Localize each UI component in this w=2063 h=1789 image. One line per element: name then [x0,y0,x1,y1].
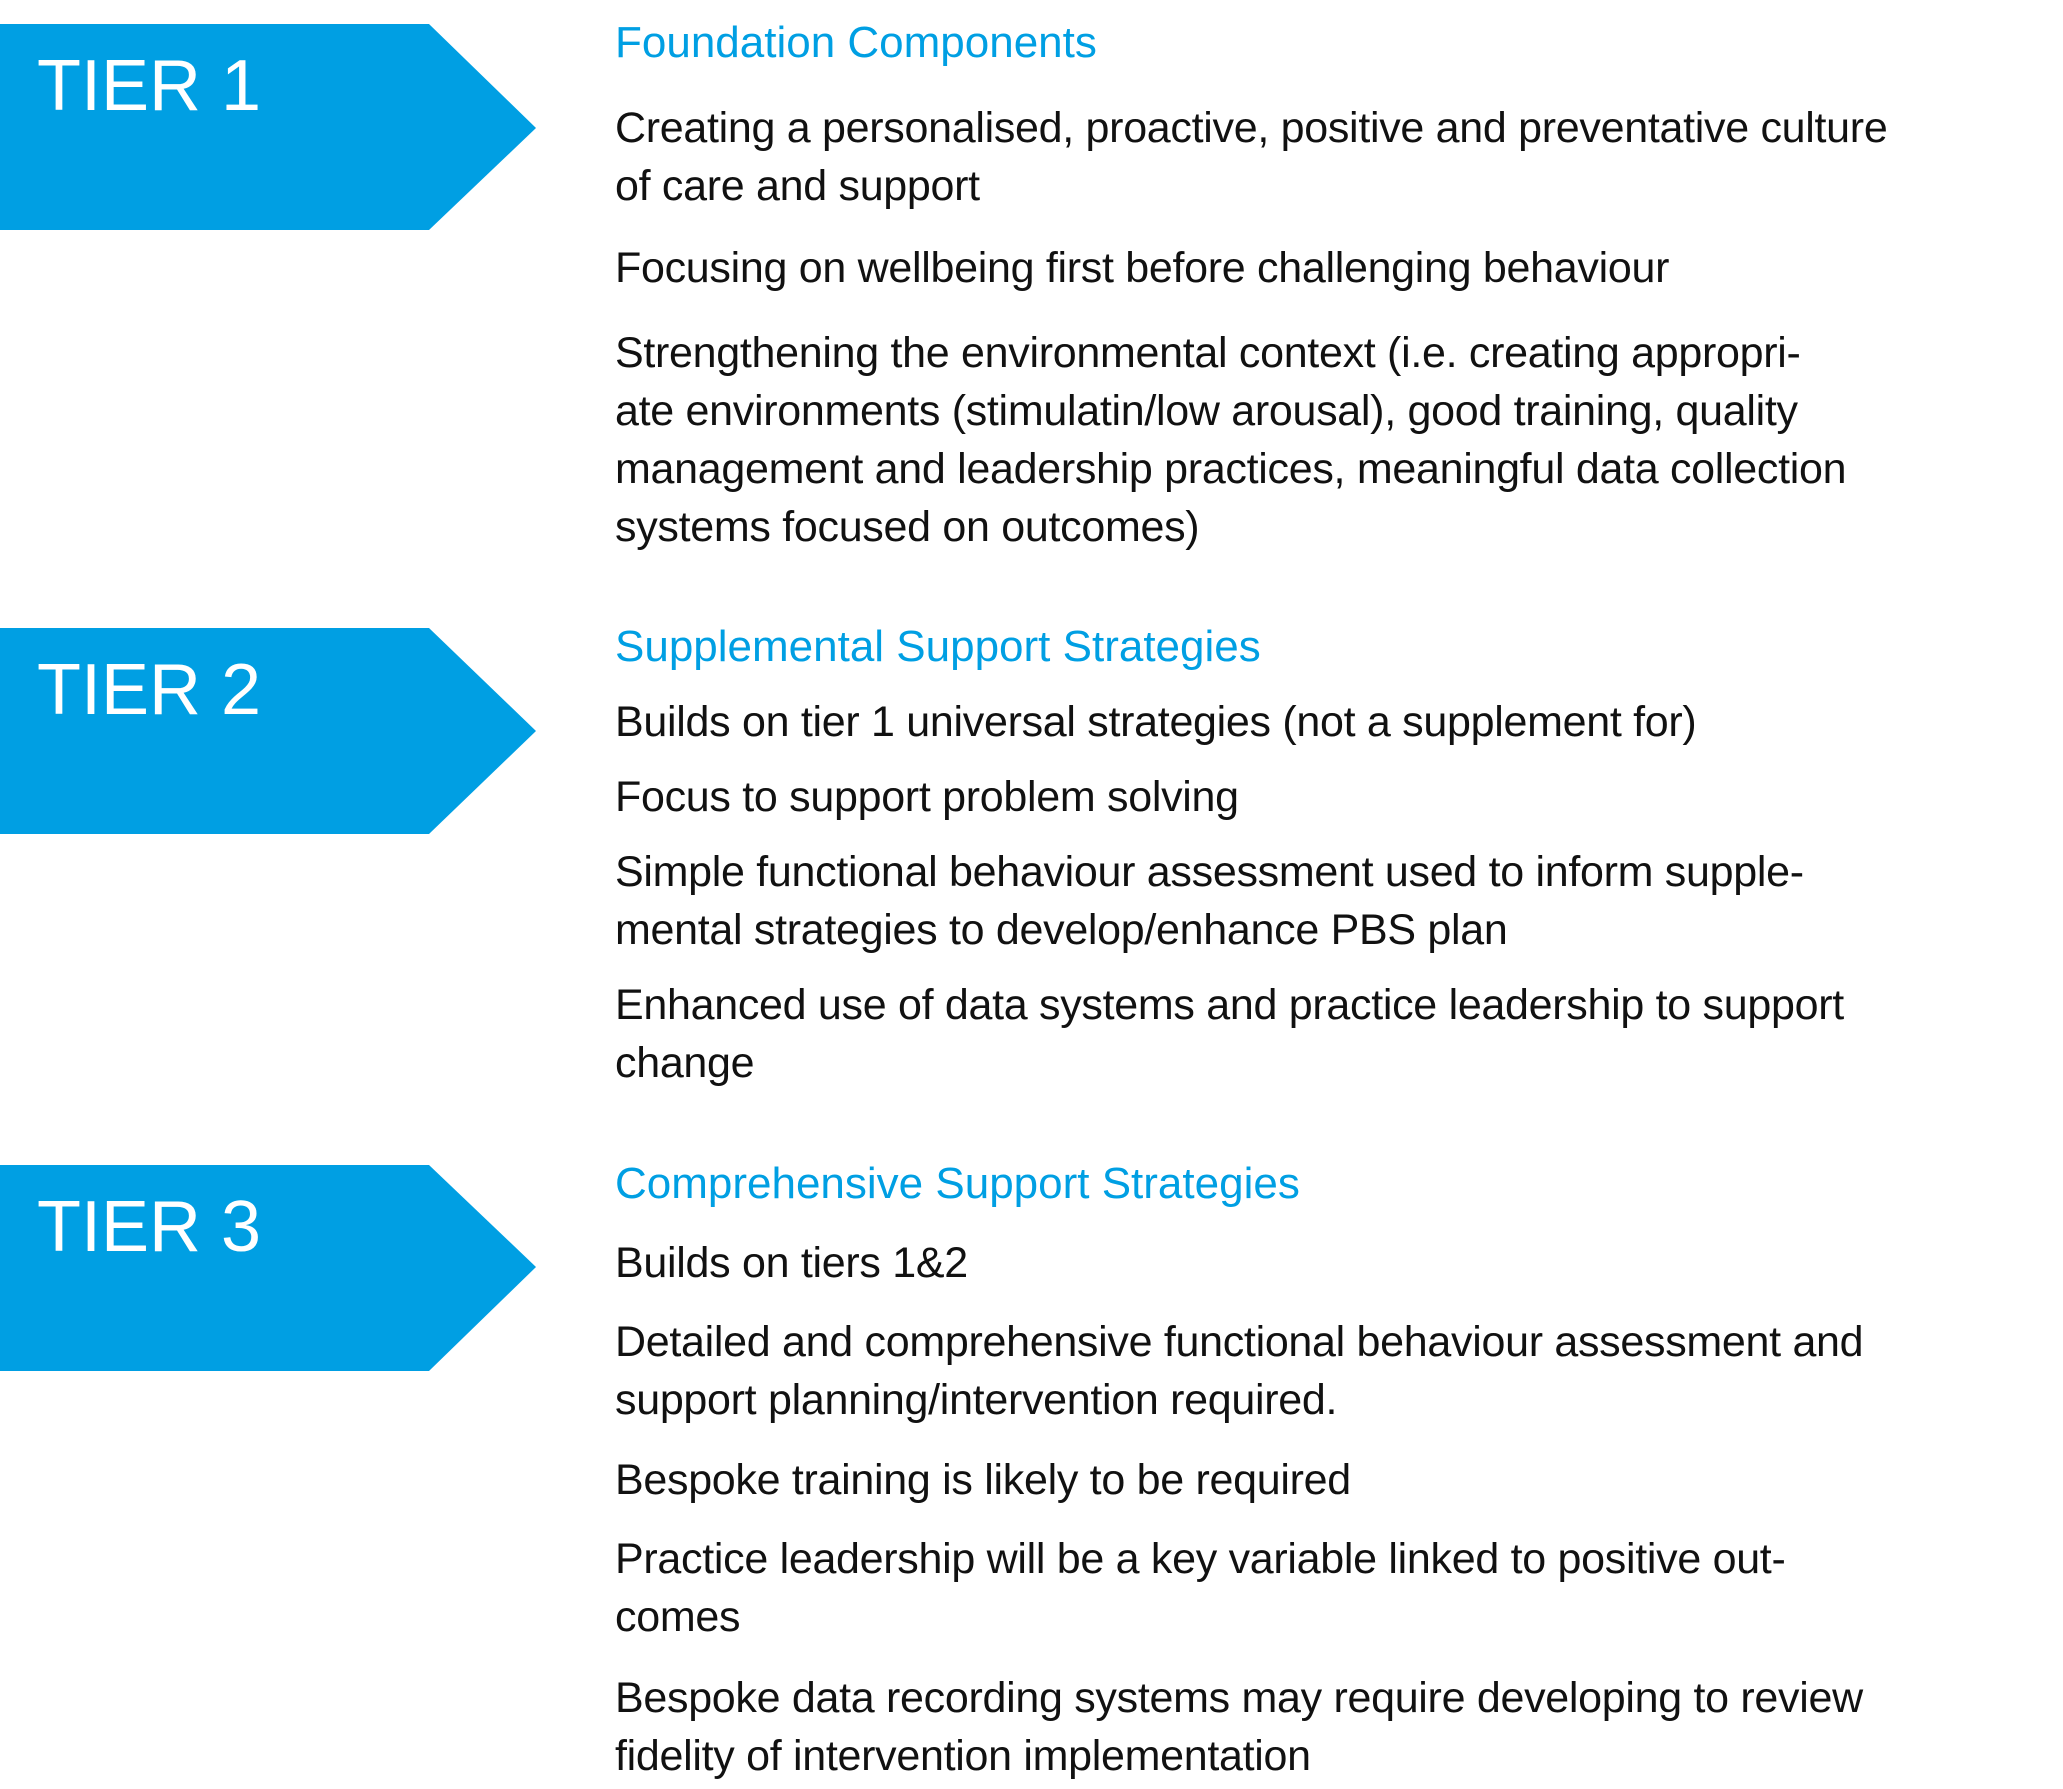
line: mental strategies to develop/enhance PBS plan [615,906,1508,954]
tier-label: TIER 1 [37,46,262,126]
tier-1-arrow [0,24,536,230]
line: Bespoke data recording systems may require developing to review [615,1674,1863,1722]
tier-2-item [615,843,1804,959]
line: Creating a personalised, proactive, positive and preventative culture [615,104,1888,152]
tier-3-item [615,1234,968,1292]
line: Bespoke training is likely to be required [615,1456,1351,1504]
tier-2-item [615,976,1844,1092]
line: Builds on tier 1 universal strategies (not a supplement for) [615,698,1697,746]
line: systems focused on outcomes) [615,503,1200,551]
line: management and leadership practices, meaningful data collection [615,445,1847,493]
tier-2-arrow [0,628,536,834]
line: comes [615,1593,741,1641]
tier-1-item [615,324,1846,556]
tier-3-item [615,1669,1863,1785]
tier-2-item [615,768,1239,826]
tier-3-arrow [0,1165,536,1371]
tier-label: TIER 2 [37,650,262,730]
line: Focusing on wellbeing first before challenging behaviour [615,244,1670,292]
line: Enhanced use of data systems and practice leadership to support [615,981,1844,1029]
tier-2-item [615,693,1696,751]
tier-label: TIER 3 [37,1187,262,1267]
line: Detailed and comprehensive functional behaviour assessment and [615,1318,1864,1366]
line: of care and support [615,162,980,210]
line: Practice leadership will be a key variable linked to positive out- [615,1535,1786,1583]
tier-3-title: Comprehensive Support Strategies [615,1159,1300,1208]
tier-3-item [615,1313,1863,1429]
tier-1-title: Foundation Components [615,18,1097,67]
tier-1-item [615,239,1669,297]
line: fidelity of intervention implementation [615,1732,1311,1780]
line: change [615,1039,755,1087]
line: Strengthening the environmental context (i.e. creating appropri- [615,329,1801,377]
tier-2-title: Supplemental Support Strategies [615,622,1261,671]
line: Focus to support problem solving [615,773,1239,821]
line: ate environments (stimulatin/low arousal), good training, quality [615,387,1798,435]
tier-3-item [615,1451,1351,1509]
tier-1-item [615,99,1887,215]
line: Simple functional behaviour assessment used to inform supple- [615,848,1804,896]
tier-3-item [615,1530,1785,1646]
line: support planning/intervention required. [615,1376,1338,1424]
line: Builds on tiers 1&2 [615,1239,968,1287]
